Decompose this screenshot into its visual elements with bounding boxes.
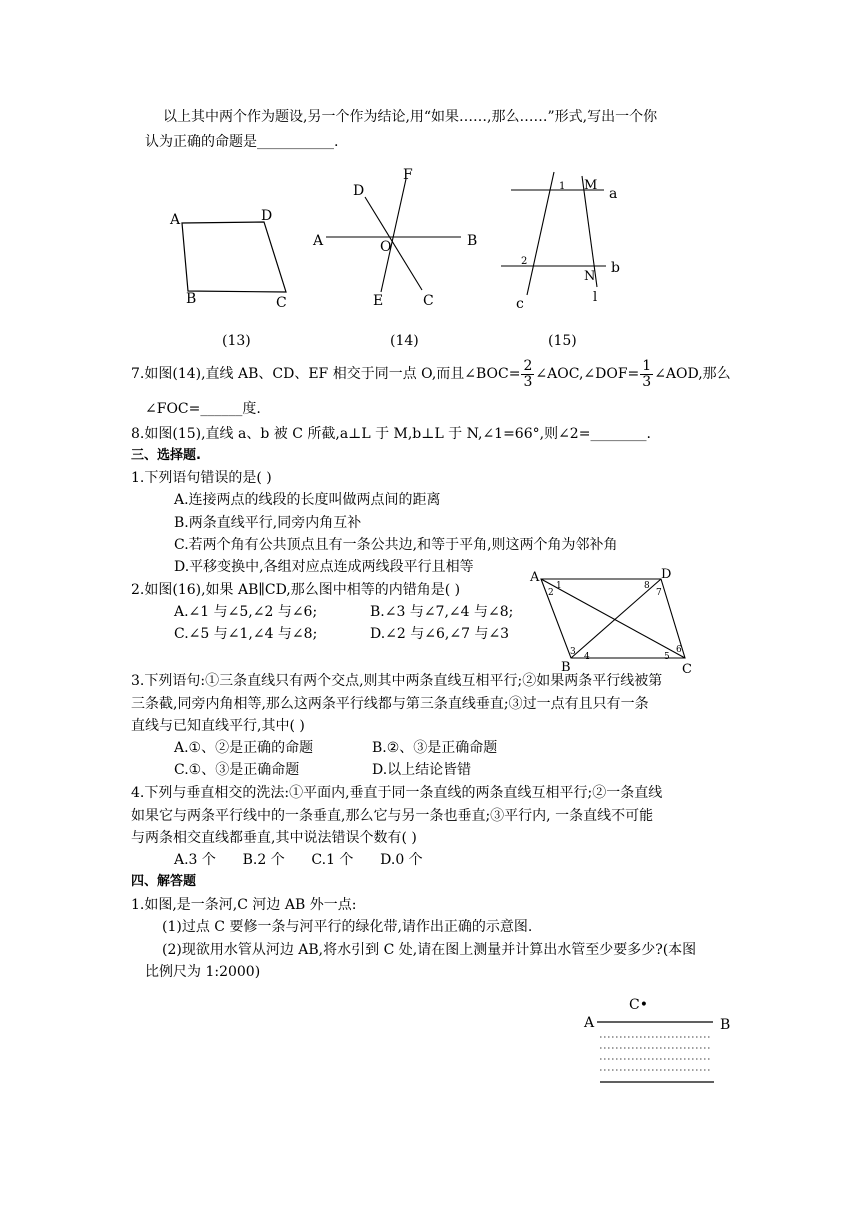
s3-q4-line-2: 如果它与两条平行线中的一条垂直,那么它与另一条也垂直;③平行内, 一条直线不可能 — [131, 808, 654, 824]
s3-q4-options: A.3 个 B.2 个 C.1 个 D.0 个 — [174, 852, 423, 868]
s3-q2-stem: 2.如图(16),如果 AB∥CD,那么图中相等的内错角是( ) — [131, 582, 461, 598]
fig14-label-e: E — [373, 293, 384, 309]
fig16-angle-8: 8 — [644, 581, 650, 591]
intro-line-1: 以上其中两个作为题设,另一个作为结论,用“如果……,那么……”形式,写出一个你 — [163, 109, 658, 125]
s3-q3-option-c: C.①、③是正确命题 — [174, 762, 300, 778]
parallelogram-abcd — [182, 222, 286, 292]
fig15-label-m: M — [584, 178, 598, 193]
fig13-label-a: A — [170, 212, 181, 228]
s3-q1-option-c: C.若两个角有公共顶点且有一条公共边,和等于平角,则这两个角为邻补角 — [174, 537, 618, 553]
question-8: 8.如图(15),直线 a、b 被 C 所截,a⊥L 于 M,b⊥L 于 N,∠1=66°,则∠2=________. — [131, 426, 651, 442]
s3-q1-option-a: A.连接两点的线段的长度叫做两点间的距离 — [174, 492, 441, 508]
fig15-label-a: a — [609, 186, 618, 202]
figure-15 — [495, 170, 635, 315]
s4-q1-part-1: (1)过点 C 要修一条与河平行的绿化带,请作出正确的示意图. — [162, 919, 533, 935]
s3-q3-line-3: 直线与已知直线平行,其中( ) — [131, 718, 305, 734]
s3-q2-option-c: C.∠5 与∠1,∠4 与∠8; — [174, 626, 318, 642]
section-4-title: 四、解答题 — [131, 874, 197, 889]
s3-q4-line-3: 与两条相交直线都垂直,其中说法错误个数有( ) — [131, 830, 417, 846]
fig13-label-d: D — [261, 208, 273, 224]
q7-text-2: ∠AOC,∠DOF= — [535, 366, 640, 382]
point-c-label: C• — [629, 997, 648, 1013]
fig15-angle-2: 2 — [521, 256, 528, 267]
line-dc — [365, 197, 422, 290]
fraction-numerator: 1 — [642, 357, 652, 374]
fig13-label-b: B — [186, 291, 197, 307]
fig15-label-l: l — [593, 290, 598, 305]
fig15-label-c: c — [516, 296, 524, 312]
section-3-title: 三、选择题. — [131, 448, 201, 463]
fig16-angle-5: 5 — [664, 652, 670, 662]
fig16-angle-1: 1 — [556, 581, 562, 591]
question-7-line-1 — [131, 357, 731, 391]
fig16-label-c: C — [682, 662, 692, 677]
fraction-2-3 — [521, 359, 534, 390]
diagonal-ac — [541, 579, 685, 658]
s3-q3-line-1: 3.下列语句:①三条直线只有两个交点,则其中两条直线互相平行;②如果两条平行线被第 — [131, 673, 663, 689]
fig14-label-a: A — [313, 233, 324, 249]
s4-q1-part-3: 比例尺为 1:2000) — [145, 964, 261, 980]
s3-q4-line-1: 4.下列与垂直相交的洗法:①平面内,垂直于同一条直线的两条直线互相平行;②一条直线 — [131, 785, 663, 801]
fig15-angle-1: 1 — [559, 181, 566, 192]
fig16-label-b: B — [561, 660, 571, 675]
s3-q1-option-b: B.两条直线平行,同旁内角互补 — [174, 515, 362, 531]
fig13-label-c: C — [276, 295, 287, 311]
intro-line-2: 认为正确的命题是___________. — [145, 134, 339, 150]
s3-q3-option-a: A.①、②是正确的命题 — [174, 740, 314, 756]
fig14-label-c: C — [423, 293, 434, 309]
s3-q1-stem: 1.下列语句错误的是( ) — [131, 470, 272, 486]
fig16-angle-4: 4 — [584, 652, 590, 662]
s3-q1-option-d: D.平移变换中,各组对应点连成两线段平行且相等 — [174, 559, 474, 575]
fraction-1-3 — [640, 359, 653, 390]
caption-15: (15) — [548, 333, 577, 349]
s3-q2-option-b: B.∠3 与∠7,∠4 与∠8; — [370, 604, 514, 620]
q7-text-1: 7.如图(14),直线 AB、CD、EF 相交于同一点 O,而且∠BOC= — [131, 366, 521, 382]
s4-q1-part-2: (2)现欲用水管从河边 AB,将水引到 C 处,请在图上测量并计算出水管至少要多少?(本图 — [162, 942, 697, 958]
river-diagram — [595, 1015, 720, 1090]
fig15-label-b: b — [611, 260, 620, 276]
line-fe — [381, 179, 406, 292]
fig15-label-n: N — [584, 269, 596, 284]
question-7-line-2: ∠FOC=______度. — [145, 401, 261, 417]
fig14-label-f: F — [403, 167, 413, 183]
river-label-b: B — [720, 1017, 731, 1033]
figure-16 — [525, 565, 700, 680]
s3-q3-line-2: 三条截,同旁内角相等,那么这两条平行线都与第三条直线垂直;③过一点有且只有一条 — [131, 696, 649, 712]
figure-14 — [305, 165, 485, 315]
s3-q2-option-d: D.∠2 与∠6,∠7 与∠3 — [370, 626, 510, 642]
fig16-label-d: D — [661, 567, 672, 582]
fraction-denominator: 3 — [642, 373, 652, 390]
fig14-label-d: D — [353, 183, 365, 199]
fig16-angle-2: 2 — [548, 588, 554, 598]
fig14-label-o: O — [380, 239, 392, 255]
q7-text-3: ∠AOD,那么 — [654, 366, 731, 382]
river-label-a: A — [584, 1015, 595, 1031]
fig16-angle-7: 7 — [656, 588, 662, 598]
fraction-numerator: 2 — [523, 357, 533, 374]
fig14-label-b: B — [467, 233, 478, 249]
s3-q3-option-d: D.以上结论皆错 — [372, 762, 472, 778]
caption-14: (14) — [390, 333, 419, 349]
caption-13: (13) — [222, 333, 251, 349]
s3-q3-option-b: B.②、③是正确命题 — [372, 740, 498, 756]
fraction-denominator: 3 — [523, 373, 533, 390]
fig16-angle-6: 6 — [676, 645, 682, 655]
figure-13 — [160, 200, 300, 315]
s4-q1-stem: 1.如图,是一条河,C 河边 AB 外一点: — [131, 897, 357, 913]
fig16-angle-3: 3 — [570, 647, 576, 657]
s3-q2-option-a: A.∠1 与∠5,∠2 与∠6; — [174, 604, 318, 620]
fig16-label-a: A — [530, 570, 540, 585]
